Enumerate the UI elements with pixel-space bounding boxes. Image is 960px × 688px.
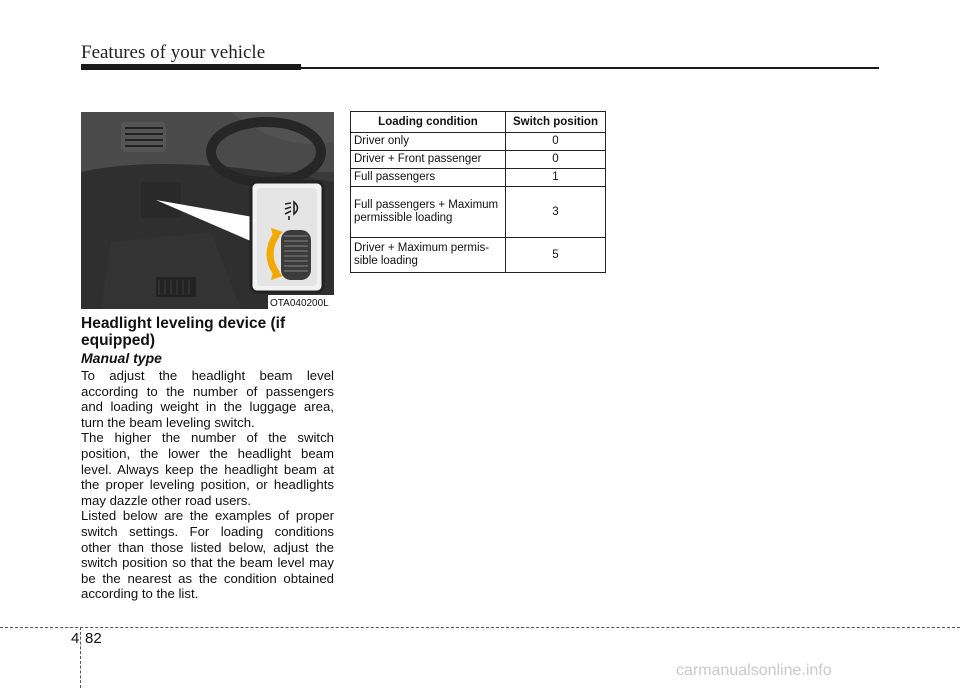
- table-row: [351, 187, 606, 238]
- table-row: [351, 238, 606, 273]
- position-cell: 0: [506, 133, 606, 151]
- position-cell: 3: [506, 187, 606, 238]
- header-bar: [81, 64, 301, 70]
- position-cell: 1: [506, 169, 606, 187]
- column-header: Loading condition: [351, 112, 506, 133]
- watermark: carmanualsonline.info: [676, 662, 832, 679]
- position-cell: 5: [506, 238, 606, 273]
- condition-cell: Full passengers: [351, 169, 506, 187]
- section-subtitle: Manual type: [81, 350, 162, 366]
- condition-cell: Full passengers + Maximum permissible loading: [351, 187, 506, 238]
- footer-divider: [0, 627, 960, 628]
- header-title: Features of your vehicle: [81, 42, 266, 63]
- condition-cell: Driver + Maximum permis-sible loading: [351, 238, 506, 273]
- paragraph: To adjust the headlight beam level according to the number of passengers and loading weight in the luggage area, turn the beam leveling switch.: [81, 368, 334, 430]
- condition-cell: Driver + Front passenger: [351, 151, 506, 169]
- header-rule: [301, 67, 879, 69]
- column-header: Switch position: [506, 112, 606, 133]
- section-body: [81, 368, 334, 602]
- paragraph: Listed below are the examples of proper switch settings. For loading conditions other than those listed below, adjust the switch position so that the beam level may be the nearest as the condition obtained according to the list.: [81, 508, 334, 602]
- section-title: Headlight leveling device (if equipped): [81, 315, 286, 349]
- table-row: [351, 133, 606, 151]
- table-row: [351, 169, 606, 187]
- footer-vertical-divider: [80, 627, 81, 688]
- table-header-row: [351, 112, 606, 133]
- loading-table: [350, 111, 606, 273]
- figure-code: OTA040200L: [270, 298, 329, 309]
- section-number: 4: [71, 630, 80, 647]
- paragraph: The higher the number of the switch position, the lower the headlight beam level. Always keep the headlight beam at the proper leveling position, or headlights may dazzle other road users.: [81, 430, 334, 508]
- position-cell: 0: [506, 151, 606, 169]
- table-row: [351, 151, 606, 169]
- headlight-switch-photo: [81, 112, 334, 309]
- page-number: 82: [85, 630, 102, 647]
- condition-cell: Driver only: [351, 133, 506, 151]
